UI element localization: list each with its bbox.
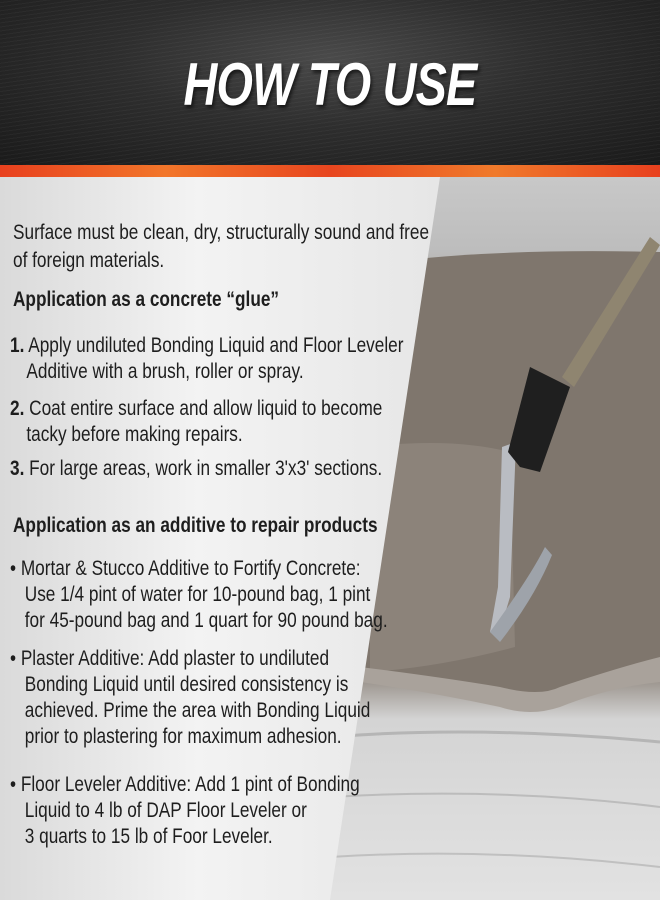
intro-line: of foreign materials. <box>13 249 165 272</box>
heading-text: Application as a concrete “glue” <box>13 288 280 311</box>
bullet-text: Bonding Liquid until desired consistency is <box>24 673 349 696</box>
step-number: 2. <box>10 397 25 420</box>
glue-step-3 <box>10 456 464 482</box>
page-title: HOW TO USE <box>183 51 477 118</box>
bullet-text: 3 quarts to 15 lb of Foor Leveler. <box>24 825 273 848</box>
accent-divider <box>0 165 660 177</box>
section-heading-glue <box>13 287 337 313</box>
bullet-text: achieved. Prime the area with Bonding Liquid <box>24 699 371 722</box>
step-text: Apply undiluted Bonding Liquid and Floor Leveler <box>28 334 404 357</box>
step-number: 3. <box>10 457 25 480</box>
step-text: Coat entire surface and allow liquid to become <box>29 397 383 420</box>
glue-step-1 <box>10 333 490 385</box>
bullet-text: for 45-pound bag and 1 quart for 90 pound bag. <box>24 609 388 632</box>
section-heading-additive <box>13 513 458 539</box>
bullet-text: Plaster Additive: Add plaster to undiluted <box>20 647 330 670</box>
step-text: For large areas, work in smaller 3'x3' sections. <box>29 457 383 480</box>
bullet-icon: • <box>10 647 17 670</box>
bullet-text: prior to plastering for maximum adhesion. <box>24 725 342 748</box>
glue-step-2 <box>10 396 464 448</box>
bullet-text: Liquid to 4 lb of DAP Floor Leveler or <box>24 799 307 822</box>
step-text: tacky before making repairs. <box>26 423 243 446</box>
bullet-icon: • <box>10 557 17 580</box>
additive-bullet-mortar <box>10 556 471 634</box>
additive-bullet-floor-leveler <box>10 772 436 850</box>
step-text: Additive with a brush, roller or spray. <box>26 360 304 383</box>
intro-line: Surface must be clean, dry, structurally sound and free <box>13 221 430 244</box>
bullet-text: Use 1/4 pint of water for 10-pound bag, 1 pint <box>24 583 371 606</box>
additive-bullet-plaster <box>10 646 449 750</box>
bullet-text: Floor Leveler Additive: Add 1 pint of Bonding <box>20 773 360 796</box>
step-number: 1. <box>10 334 25 357</box>
header-banner <box>0 0 660 165</box>
heading-text: Application as an additive to repair products <box>13 514 378 537</box>
bullet-icon: • <box>10 773 17 796</box>
surface-prep-note <box>13 219 520 275</box>
bullet-text: Mortar & Stucco Additive to Fortify Concrete: <box>20 557 361 580</box>
